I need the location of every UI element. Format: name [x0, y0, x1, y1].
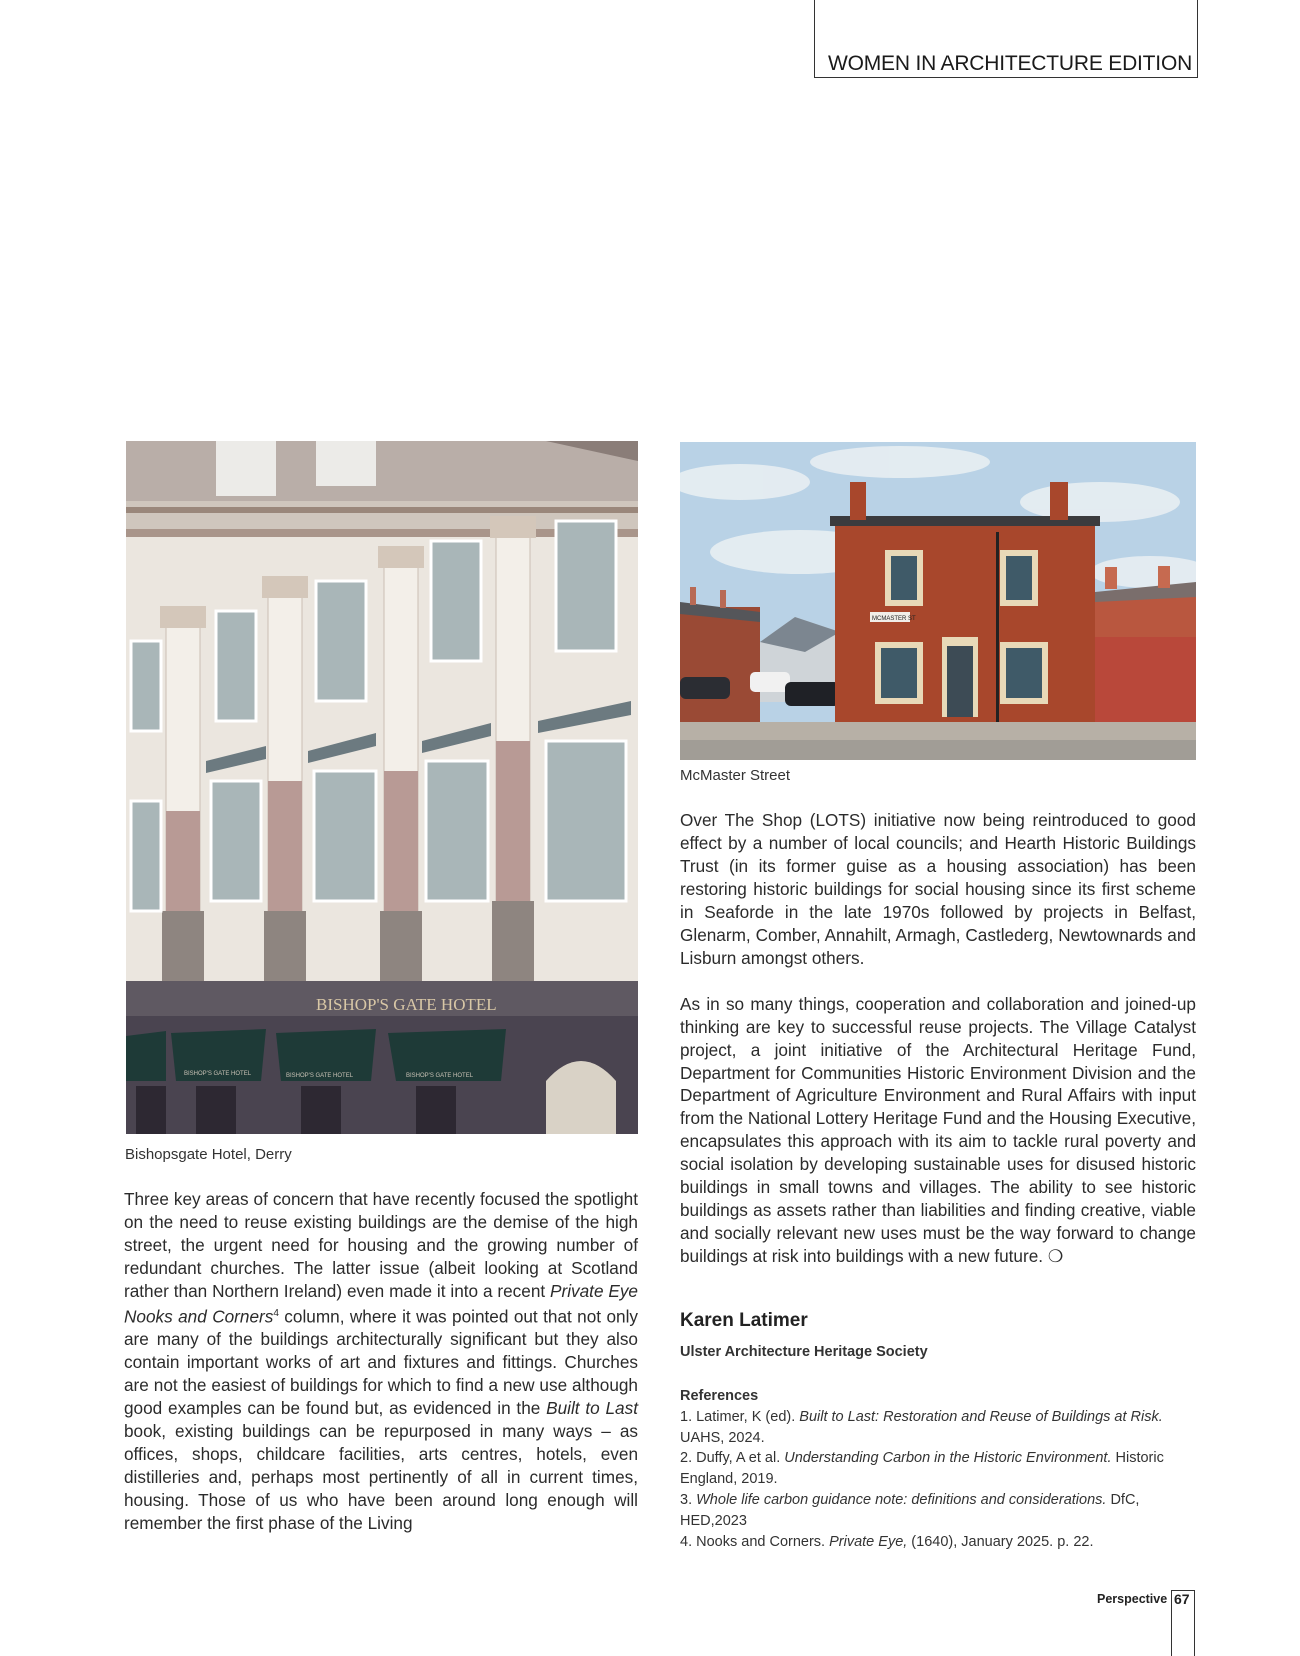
- references-list: [680, 1407, 1196, 1553]
- photo-mcmaster-street: [680, 442, 1196, 760]
- reference-item: 3. Whole life carbon guidance note: definitions and considerations. DfC, HED,2023: [680, 1491, 1140, 1529]
- end-mark: ❍: [1047, 1246, 1064, 1267]
- awning-text-1: BISHOP'S GATE HOTEL: [184, 1071, 252, 1077]
- reference-item: 1. Latimer, K (ed). Built to Last: Restoration and Reuse of Buildings at Risk. UAHS, 2024.: [680, 1408, 1163, 1446]
- page-number: 67: [1174, 1591, 1190, 1607]
- caption-bishopsgate: Bishopsgate Hotel, Derry: [125, 1146, 292, 1163]
- references: [680, 1386, 1196, 1552]
- paragraph-village-catalyst: As in so many things, cooperation and collaboration and joined-up thinking are key to successful reuse projects. The Village Catalyst project, a joint initiative of the Architectural Heritage Fund, Department for Communities Historic Environment Division and the Department of Agriculture Environment and Rural Affairs with input from the National Lottery Heritage Fund and the Housing Executive, encapsulates this approach with its aim to tackle rural poverty and social isolation by developing sustainable uses for disused historic buildings in small towns and villages. The ability to see historic buildings as assets rather than liabilities and finding creative, viable and socially relevant new uses must be the way forward to change buildings at risk into buildings with a new future. ❍: [680, 993, 1196, 1267]
- author-name: Karen Latimer: [680, 1310, 808, 1331]
- caption-mcmaster: McMaster Street: [680, 767, 791, 784]
- awning-text-3: BISHOP'S GATE HOTEL: [406, 1073, 474, 1079]
- edition-title: WOMEN IN ARCHITECTURE EDITION: [828, 52, 1193, 75]
- reference-item: 4. Nooks and Corners. Private Eye, (1640), January 2025. p. 22.: [680, 1533, 1094, 1550]
- magazine-name: Perspective: [1097, 1592, 1168, 1606]
- bishopsgate-illustration: [126, 441, 638, 1134]
- reference-item: 2. Duffy, A et al. Understanding Carbon in the Historic Environment. Historic England, 2019.: [680, 1450, 1164, 1488]
- paragraph-lots: Over The Shop (LOTS) initiative now being reintroduced to good effect by a number of local councils; and Hearth Historic Buildings Trust (in its former guise as a housing association) has been restoring historic buildings for social housing since its first scheme in Seaforde in the late 1970s followed by projects in Belfast, Glenarm, Comber, Annahilt, Armagh, Castlederg, Newtownards and Lisburn amongst others.: [680, 810, 1196, 968]
- built-to-last-title: Built to Last: [546, 1398, 638, 1419]
- awning-text-2: BISHOP'S GATE HOTEL: [286, 1073, 354, 1079]
- author-organisation: Ulster Architecture Heritage Society: [680, 1344, 928, 1360]
- body-column-2: [680, 809, 1196, 1268]
- footnote-4: 4: [273, 1307, 279, 1319]
- references-heading: References: [680, 1388, 759, 1404]
- hotel-sign-text: BISHOP'S GATE HOTEL: [316, 995, 497, 1014]
- private-eye-title: Private Eye Nooks and Corners: [124, 1280, 638, 1327]
- mcmaster-illustration: [680, 442, 1196, 760]
- paragraph-churches: Three key areas of concern that have recently focused the spotlight on the need to reuse existing buildings are the demise of the high street, the urgent need for housing and the growing number of redundant churches. The latter issue (albeit looking at Scotland rather than Northern Ireland) even made it into a recent Private Eye Nooks and Corners$^4$ column, where it was pointed out that not only are many of the buildings architecturally significant but they also contain important works of art and fixtures and fittings. Churches are not the easiest of buildings for which to find a new use although good examples can be found but, as evidenced in the Built to Last book, existing buildings can be repurposed in many ways – as offices, shops, childcare facilities, arts centres, hotels, even distilleries and, perhaps most pertinently of all in current times, housing. Those of us who have been around long enough will remember the first phase of the Living: [124, 1189, 638, 1534]
- photo-bishopsgate-hotel: [126, 441, 638, 1134]
- body-column-1: [124, 1188, 638, 1535]
- street-sign-text: MCMASTER ST: [872, 616, 916, 622]
